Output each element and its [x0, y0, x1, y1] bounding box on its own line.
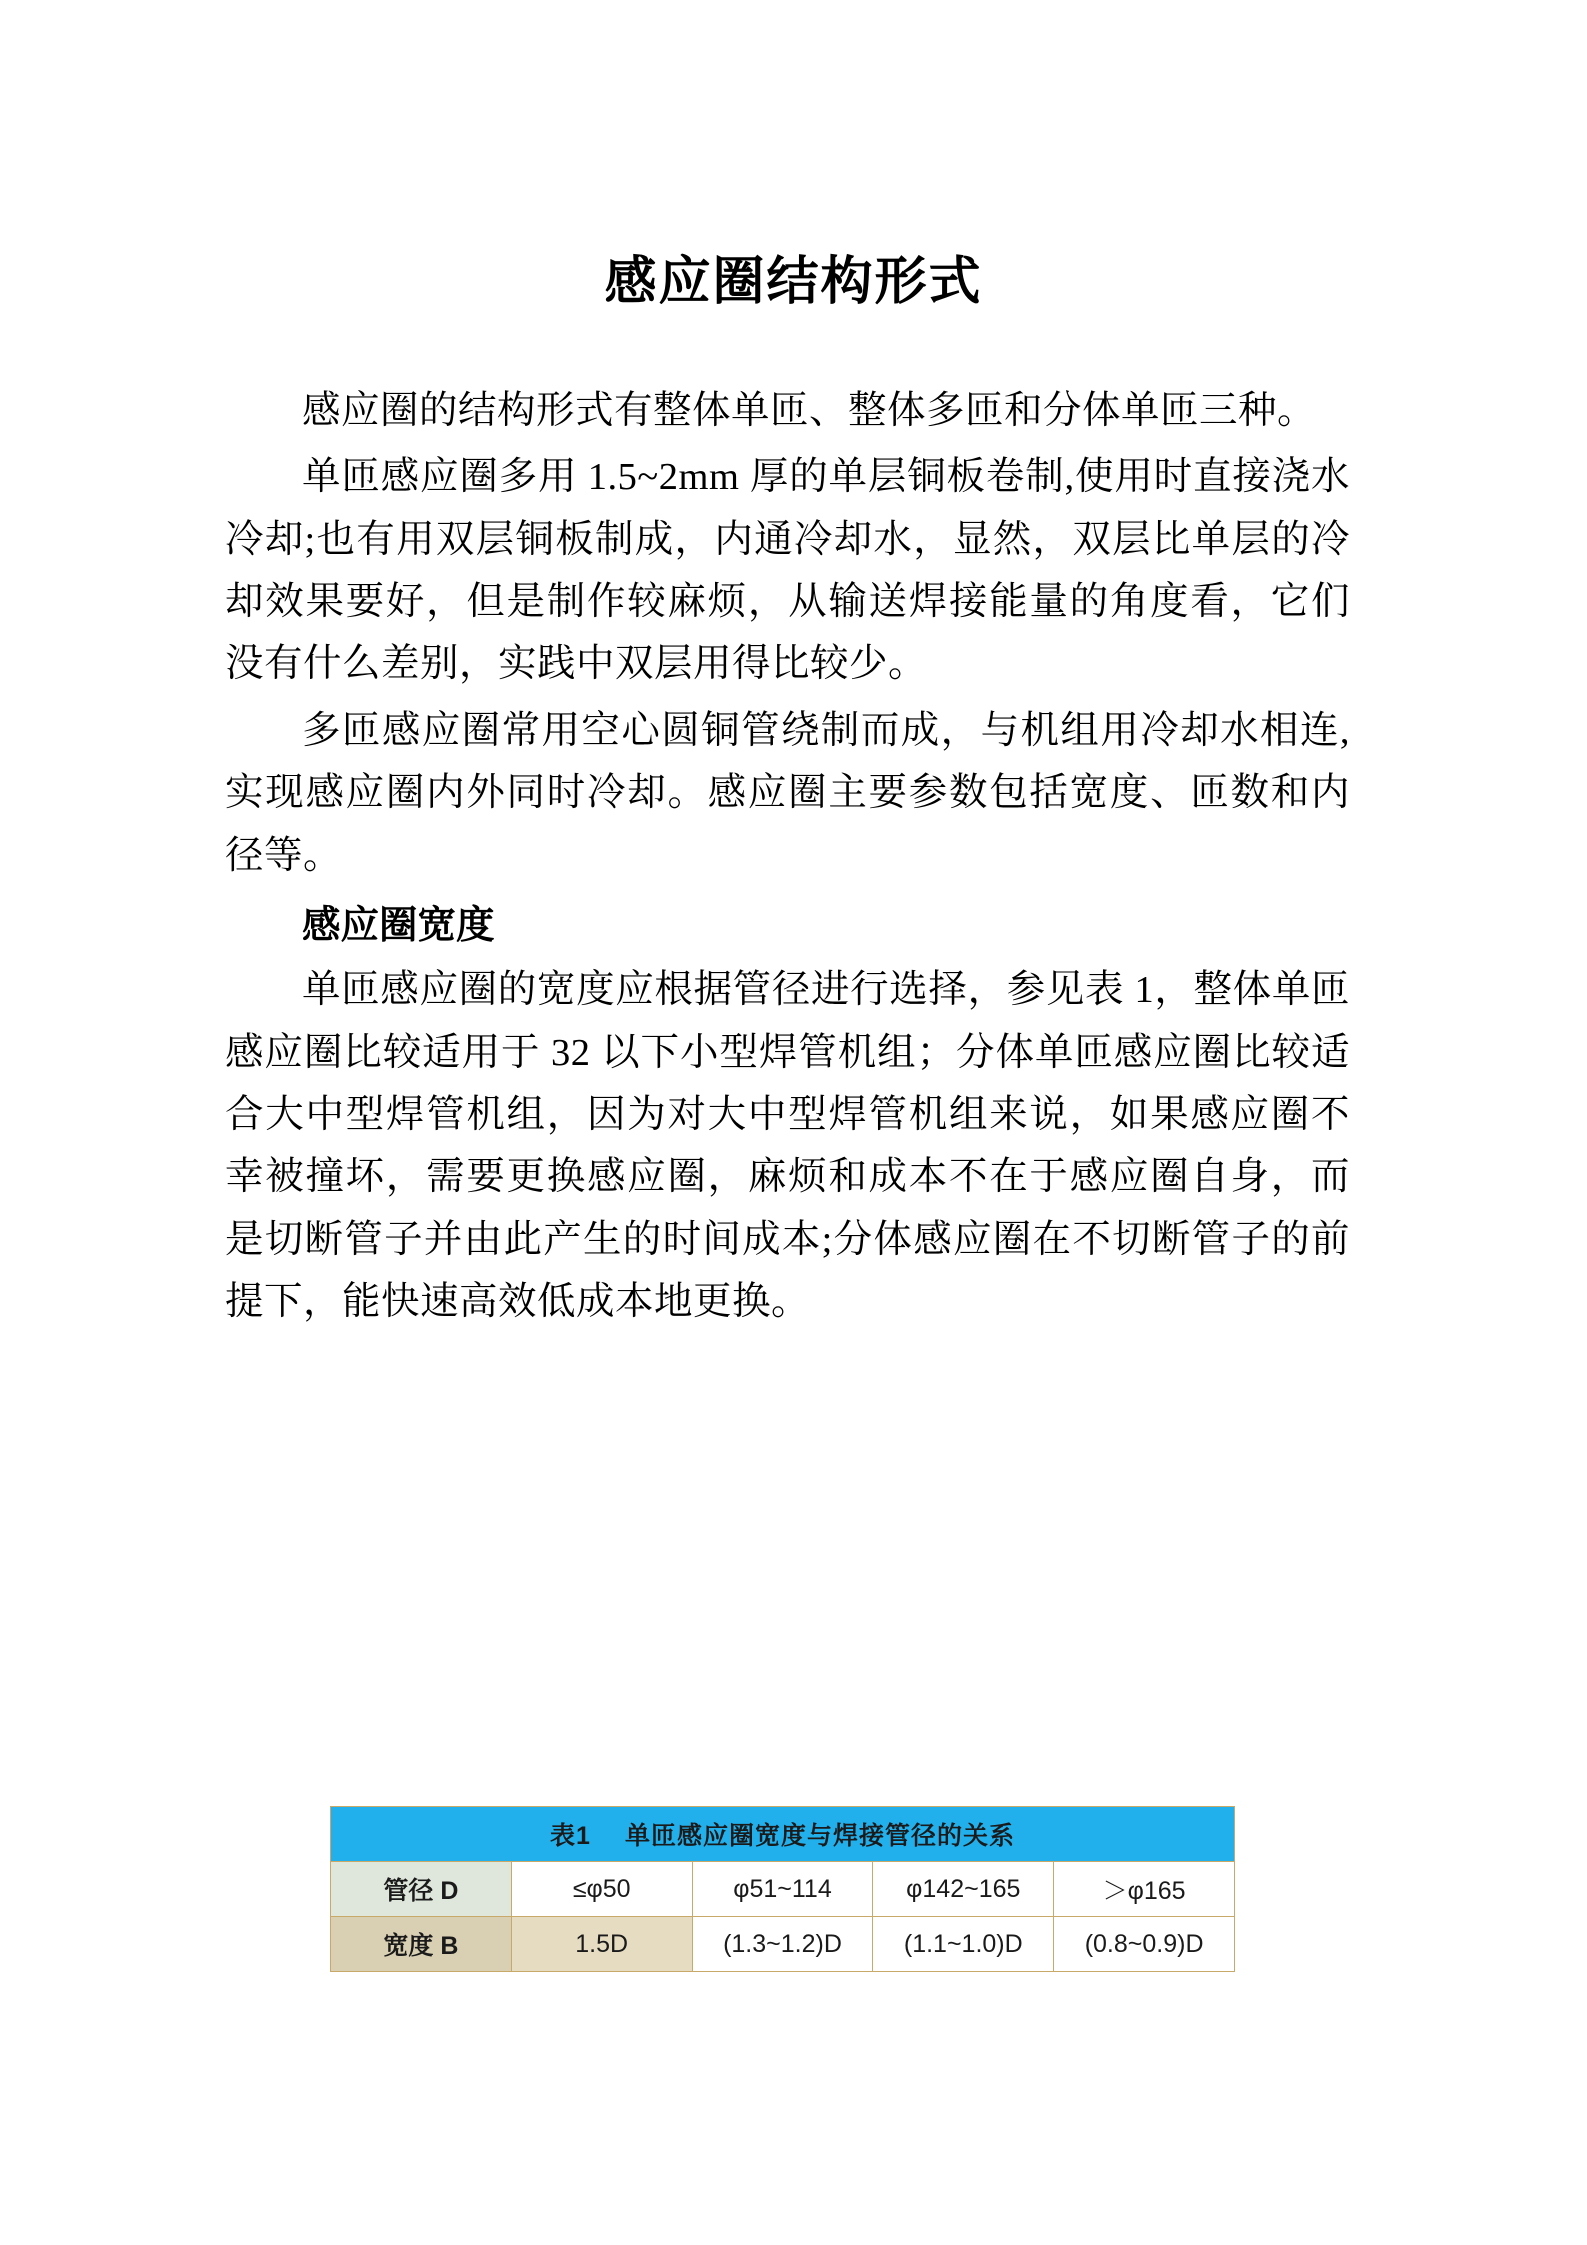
- page-title: 感应圈结构形式: [604, 254, 983, 311]
- table-1: [330, 1806, 1235, 1972]
- row-header-width: 宽度 B: [331, 1917, 512, 1972]
- section-subheading: 感应圈宽度: [302, 904, 495, 947]
- table-cell: ＞φ165: [1054, 1862, 1235, 1917]
- table-row: [331, 1862, 1235, 1917]
- paragraph-2: 单匝感应圈多用 1.5~2mm 厚的单层铜板卷制,使用时直接浇水冷却;也有用双层铜板制成，内通冷却水，显然，双层比单层的冷却效果要好，但是制作较麻烦，从输送焊接能量的角度看，它们没有什么差别，实践中双层用得比较少。: [225, 456, 1350, 686]
- table-cell: φ142~165: [873, 1862, 1054, 1917]
- document-body: [225, 380, 1350, 1337]
- table-caption-label: 表1: [550, 1822, 591, 1850]
- table-cell: ≤φ50: [511, 1862, 692, 1917]
- table-caption-cell: [331, 1807, 1235, 1862]
- table-cell: 1.5D: [511, 1917, 692, 1972]
- paragraph-4: 单匝感应圈的宽度应根据管径进行选择，参见表 1，整体单匝感应圈比较适用于 32 以下小型焊管机组；分体单匝感应圈比较适合大中型焊管机组，因为对大中型焊管机组来说，如果感应圈不幸被撞坏，需要更换感应圈，麻烦和成本不在于感应圈自身，而是切断管子并由此产生的时间成本;分体感应圈在不切断管子的前提下，能快速高效低成本地更换。: [225, 969, 1350, 1324]
- table-1-wrapper: [330, 1806, 1235, 1972]
- paragraph-1: 感应圈的结构形式有整体单匝、整体多匝和分体单匝三种。: [302, 390, 1317, 432]
- row-header-pipe-diameter: 管径 D: [331, 1862, 512, 1917]
- table-caption-text: 单匝感应圈宽度与焊接管径的关系: [624, 1822, 1015, 1850]
- table-cell: (1.3~1.2)D: [692, 1917, 873, 1972]
- table-cell: (1.1~1.0)D: [873, 1917, 1054, 1972]
- table-caption-row: [331, 1807, 1235, 1862]
- table-row: [331, 1917, 1235, 1972]
- table-cell: φ51~114: [692, 1862, 873, 1917]
- table-cell: (0.8~0.9)D: [1054, 1917, 1235, 1972]
- paragraph-3: 多匝感应圈常用空心圆铜管绕制而成，与机组用冷却水相连,实现感应圈内外同时冷却。感应圈主要参数包括宽度、匝数和内径等。: [225, 709, 1350, 877]
